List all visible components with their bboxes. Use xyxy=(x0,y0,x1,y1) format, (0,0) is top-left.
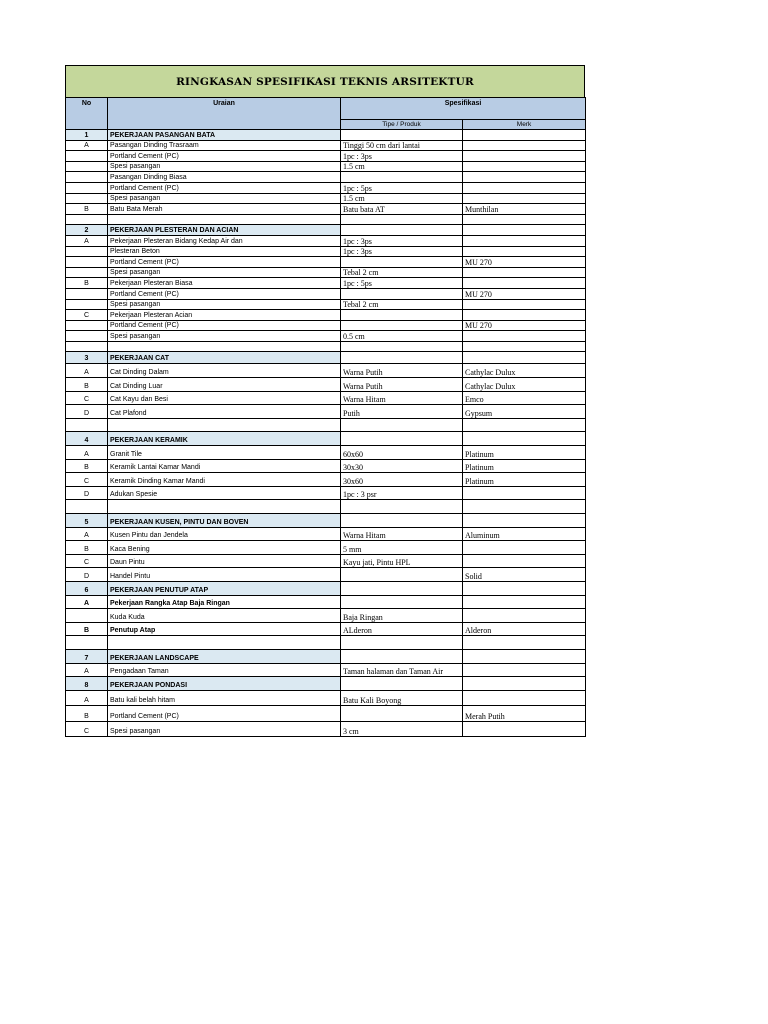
spec-brand xyxy=(463,649,586,663)
spec-brand: Gypsum xyxy=(463,405,586,419)
spec-type: Warna Hitam xyxy=(341,527,463,541)
header-row xyxy=(66,98,586,120)
spec-type: Warna Putih xyxy=(341,378,463,392)
section-row xyxy=(66,225,586,236)
table-row xyxy=(66,721,586,737)
spec-type: 1.5 cm xyxy=(341,161,463,172)
spec-brand xyxy=(463,214,586,225)
table-row xyxy=(66,299,586,310)
spec-type: Warna Hitam xyxy=(341,391,463,405)
table-row xyxy=(66,204,586,215)
spec-type: 5 mm xyxy=(341,541,463,555)
spec-brand xyxy=(463,677,586,691)
section-number: 2 xyxy=(66,225,108,236)
item-number: B xyxy=(66,278,108,289)
spec-brand xyxy=(463,609,586,623)
table-row xyxy=(66,310,586,321)
spec-type xyxy=(341,257,463,268)
item-description xyxy=(108,418,341,432)
item-description xyxy=(108,500,341,514)
section-row xyxy=(66,581,586,595)
item-description: Adukan Spesie xyxy=(108,486,341,500)
table-row xyxy=(66,140,586,151)
item-description: Cat Kayu dan Besi xyxy=(108,391,341,405)
item-description: Daun Pintu xyxy=(108,554,341,568)
spec-type: Tebal 2 cm xyxy=(341,267,463,278)
table-row xyxy=(66,331,586,342)
item-description: Pekerjaan Plesteran Bidang Kedap Air dan xyxy=(108,235,341,246)
spec-brand xyxy=(463,182,586,193)
spec-brand xyxy=(463,514,586,528)
table-row xyxy=(66,663,586,677)
section-title: PEKERJAAN KUSEN, PINTU DAN BOVEN xyxy=(108,514,341,528)
spec-brand xyxy=(463,140,586,151)
section-title: PEKERJAAN CAT xyxy=(108,352,341,364)
item-number: C xyxy=(66,721,108,737)
spec-type xyxy=(341,677,463,691)
spec-type: 3 cm xyxy=(341,721,463,737)
header-no: No xyxy=(66,98,108,130)
table-row xyxy=(66,568,586,582)
spec-type xyxy=(341,649,463,663)
spec-type: 30x30 xyxy=(341,459,463,473)
item-description: Batu kali belah hitam xyxy=(108,690,341,706)
table-row xyxy=(66,706,586,722)
spec-brand xyxy=(463,130,586,141)
item-description: Pekerjaan Plesteran Biasa xyxy=(108,278,341,289)
item-number: A xyxy=(66,595,108,609)
item-description: Portland Cement (PC) xyxy=(108,182,341,193)
item-number xyxy=(66,609,108,623)
item-number xyxy=(66,320,108,331)
table-row xyxy=(66,459,586,473)
table-row xyxy=(66,341,586,352)
section-number: 4 xyxy=(66,432,108,446)
item-description: Cat Dinding Dalam xyxy=(108,364,341,378)
item-description: Kusen Pintu dan Jendela xyxy=(108,527,341,541)
section-title: PEKERJAAN PONDASI xyxy=(108,677,341,691)
spec-brand xyxy=(463,278,586,289)
item-number: A xyxy=(66,663,108,677)
spec-type xyxy=(341,418,463,432)
item-description: Kuda Kuda xyxy=(108,609,341,623)
item-number xyxy=(66,267,108,278)
header-merk: Merk xyxy=(463,120,586,130)
spec-brand xyxy=(463,341,586,352)
item-description: Kaca Bening xyxy=(108,541,341,555)
section-number: 6 xyxy=(66,581,108,595)
section-number: 1 xyxy=(66,130,108,141)
item-number: B xyxy=(66,378,108,392)
spec-brand xyxy=(463,554,586,568)
section-title: PEKERJAAN LANDSCAPE xyxy=(108,649,341,663)
item-number xyxy=(66,288,108,299)
spec-brand xyxy=(463,541,586,555)
spec-brand xyxy=(463,595,586,609)
spec-brand: Emco xyxy=(463,391,586,405)
item-number xyxy=(66,214,108,225)
spec-type xyxy=(341,225,463,236)
spec-brand xyxy=(463,352,586,364)
item-number: C xyxy=(66,554,108,568)
table-row xyxy=(66,246,586,257)
item-number xyxy=(66,172,108,183)
section-row xyxy=(66,432,586,446)
item-number: D xyxy=(66,568,108,582)
item-number xyxy=(66,193,108,204)
spec-type: 1pc : 3ps xyxy=(341,235,463,246)
table-row xyxy=(66,636,586,650)
table-row xyxy=(66,418,586,432)
spec-type: Kayu jati, Pintu HPL xyxy=(341,554,463,568)
spec-brand xyxy=(463,721,586,737)
section-row xyxy=(66,677,586,691)
item-number: C xyxy=(66,310,108,321)
spec-type: Batu bata AT xyxy=(341,204,463,215)
spec-type: Warna Putih xyxy=(341,364,463,378)
spec-brand xyxy=(463,331,586,342)
section-row xyxy=(66,130,586,141)
table-row xyxy=(66,161,586,172)
spec-type: 1pc : 5ps xyxy=(341,278,463,289)
item-number: B xyxy=(66,204,108,215)
item-number xyxy=(66,151,108,162)
spec-brand: Platinum xyxy=(463,446,586,460)
spec-type: Tinggi 50 cm dari lantai xyxy=(341,140,463,151)
spec-type: 60x60 xyxy=(341,446,463,460)
item-description: Keramik Lantai Kamar Mandi xyxy=(108,459,341,473)
spec-brand xyxy=(463,151,586,162)
item-description: Granit Tile xyxy=(108,446,341,460)
spec-type: 30x60 xyxy=(341,473,463,487)
spec-brand xyxy=(463,581,586,595)
header-uraian: Uraian xyxy=(108,98,341,130)
item-description: Spesi pasangan xyxy=(108,331,341,342)
table-row xyxy=(66,172,586,183)
table-row xyxy=(66,527,586,541)
spec-type: 1pc : 3ps xyxy=(341,246,463,257)
item-number xyxy=(66,161,108,172)
item-description: Portland Cement (PC) xyxy=(108,151,341,162)
spec-type: ALderon xyxy=(341,622,463,636)
spec-brand xyxy=(463,432,586,446)
spec-brand: Aluminum xyxy=(463,527,586,541)
spec-brand xyxy=(463,310,586,321)
spec-type xyxy=(341,568,463,582)
table-row xyxy=(66,278,586,289)
spec-brand xyxy=(463,172,586,183)
item-number: B xyxy=(66,706,108,722)
table-row xyxy=(66,486,586,500)
item-description: Pengadaan Taman xyxy=(108,663,341,677)
table-row xyxy=(66,446,586,460)
spec-brand xyxy=(463,663,586,677)
section-number: 7 xyxy=(66,649,108,663)
item-description: Spesi pasangan xyxy=(108,299,341,310)
spec-brand: Platinum xyxy=(463,473,586,487)
item-number: B xyxy=(66,459,108,473)
spec-type: Putih xyxy=(341,405,463,419)
table-row xyxy=(66,595,586,609)
item-number: B xyxy=(66,541,108,555)
spec-brand xyxy=(463,500,586,514)
spec-brand: Merah Putih xyxy=(463,706,586,722)
item-number: D xyxy=(66,405,108,419)
item-number xyxy=(66,299,108,310)
spec-type: 1pc : 5ps xyxy=(341,182,463,193)
spec-type xyxy=(341,432,463,446)
item-description: Plesteran Beton xyxy=(108,246,341,257)
table-row xyxy=(66,378,586,392)
section-title: PEKERJAAN PASANGAN BATA xyxy=(108,130,341,141)
spec-brand xyxy=(463,486,586,500)
item-number: D xyxy=(66,486,108,500)
item-number: A xyxy=(66,527,108,541)
item-description: Batu Bata Merah xyxy=(108,204,341,215)
spec-type xyxy=(341,514,463,528)
section-number: 5 xyxy=(66,514,108,528)
item-number xyxy=(66,636,108,650)
item-number xyxy=(66,500,108,514)
spec-brand xyxy=(463,193,586,204)
spec-type xyxy=(341,320,463,331)
item-number: A xyxy=(66,364,108,378)
item-description xyxy=(108,214,341,225)
item-description: Keramik Dinding Kamar Mandi xyxy=(108,473,341,487)
item-description: Pasangan Dinding Trasraam xyxy=(108,140,341,151)
spec-type: Batu Kali Boyong xyxy=(341,690,463,706)
table-row xyxy=(66,622,586,636)
item-number xyxy=(66,331,108,342)
item-number: B xyxy=(66,622,108,636)
spec-brand xyxy=(463,267,586,278)
table-row xyxy=(66,391,586,405)
spec-brand xyxy=(463,299,586,310)
spec-brand: Cathylac Dulux xyxy=(463,364,586,378)
spec-type: 1.5 cm xyxy=(341,193,463,204)
spec-type xyxy=(341,341,463,352)
spec-brand xyxy=(463,690,586,706)
item-description: Spesi pasangan xyxy=(108,193,341,204)
spec-type xyxy=(341,595,463,609)
table-row xyxy=(66,405,586,419)
spec-type: 1pc : 3 psr xyxy=(341,486,463,500)
spec-brand: Munthilan xyxy=(463,204,586,215)
section-row xyxy=(66,649,586,663)
spec-brand: Solid xyxy=(463,568,586,582)
item-description: Spesi pasangan xyxy=(108,267,341,278)
item-description: Spesi pasangan xyxy=(108,721,341,737)
item-description: Cat Dinding Luar xyxy=(108,378,341,392)
spec-brand xyxy=(463,161,586,172)
spec-type xyxy=(341,288,463,299)
item-description xyxy=(108,341,341,352)
item-description: Pekerjaan Rangka Atap Baja Ringan xyxy=(108,595,341,609)
section-number: 3 xyxy=(66,352,108,364)
spec-type xyxy=(341,172,463,183)
spec-type: Taman halaman dan Taman Air xyxy=(341,663,463,677)
table-row xyxy=(66,320,586,331)
spec-brand: MU 270 xyxy=(463,320,586,331)
item-description: Portland Cement (PC) xyxy=(108,288,341,299)
spec-type: Baja Ringan xyxy=(341,609,463,623)
table-row xyxy=(66,690,586,706)
table-row xyxy=(66,151,586,162)
table-row xyxy=(66,364,586,378)
item-number xyxy=(66,257,108,268)
item-number xyxy=(66,418,108,432)
table-row xyxy=(66,257,586,268)
item-number xyxy=(66,341,108,352)
section-title: PEKERJAAN PLESTERAN DAN ACIAN xyxy=(108,225,341,236)
item-number xyxy=(66,182,108,193)
header-tipe: Tipe / Produk xyxy=(341,120,463,130)
table-row xyxy=(66,193,586,204)
item-number xyxy=(66,246,108,257)
spec-brand xyxy=(463,246,586,257)
header-spesifikasi: Spesifikasi xyxy=(341,98,586,120)
table-row xyxy=(66,288,586,299)
spec-type xyxy=(341,636,463,650)
spec-type xyxy=(341,130,463,141)
spec-brand: MU 270 xyxy=(463,257,586,268)
section-title: PEKERJAAN KERAMIK xyxy=(108,432,341,446)
item-number: A xyxy=(66,690,108,706)
spec-type: 0.5 cm xyxy=(341,331,463,342)
table-row xyxy=(66,541,586,555)
spec-type: 1pc : 3ps xyxy=(341,151,463,162)
item-description: Portland Cement (PC) xyxy=(108,320,341,331)
table-row xyxy=(66,214,586,225)
item-description: Spesi pasangan xyxy=(108,161,341,172)
item-number: C xyxy=(66,391,108,405)
spec-brand: Platinum xyxy=(463,459,586,473)
table-row xyxy=(66,473,586,487)
spec-type xyxy=(341,214,463,225)
item-description: Pekerjaan Plesteran Acian xyxy=(108,310,341,321)
spec-brand xyxy=(463,235,586,246)
spec-type xyxy=(341,500,463,514)
spec-brand xyxy=(463,418,586,432)
item-description: Handel Pintu xyxy=(108,568,341,582)
section-row xyxy=(66,514,586,528)
spec-brand xyxy=(463,225,586,236)
spec-type xyxy=(341,581,463,595)
table-row xyxy=(66,554,586,568)
document-title: RINGKASAN SPESIFIKASI TEKNIS ARSITEKTUR xyxy=(65,65,585,97)
table-row xyxy=(66,182,586,193)
item-number: A xyxy=(66,235,108,246)
item-description: Portland Cement (PC) xyxy=(108,706,341,722)
table-row xyxy=(66,267,586,278)
section-number: 8 xyxy=(66,677,108,691)
spec-type xyxy=(341,706,463,722)
table-row xyxy=(66,500,586,514)
item-description: Cat Plafond xyxy=(108,405,341,419)
item-description xyxy=(108,636,341,650)
spec-type xyxy=(341,310,463,321)
table-row xyxy=(66,235,586,246)
spec-brand xyxy=(463,636,586,650)
spec-table xyxy=(65,97,586,737)
spec-brand: Alderon xyxy=(463,622,586,636)
spec-brand: MU 270 xyxy=(463,288,586,299)
table-row xyxy=(66,609,586,623)
spec-type: Tebal 2 cm xyxy=(341,299,463,310)
section-row xyxy=(66,352,586,364)
spec-type xyxy=(341,352,463,364)
item-description: Penutup Atap xyxy=(108,622,341,636)
spec-sheet xyxy=(65,65,585,737)
item-number: A xyxy=(66,446,108,460)
item-number: C xyxy=(66,473,108,487)
item-description: Portland Cement (PC) xyxy=(108,257,341,268)
section-title: PEKERJAAN PENUTUP ATAP xyxy=(108,581,341,595)
spec-brand: Cathylac Dulux xyxy=(463,378,586,392)
item-number: A xyxy=(66,140,108,151)
item-description: Pasangan Dinding Biasa xyxy=(108,172,341,183)
